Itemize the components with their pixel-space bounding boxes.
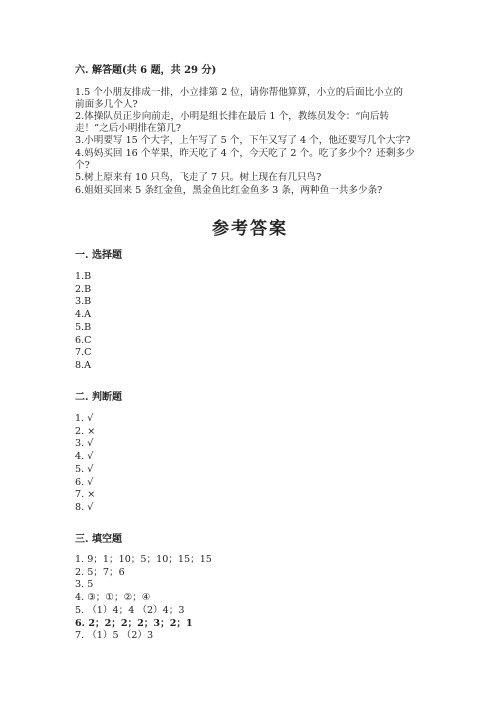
answer-item: 4. ③；①；②；④ [75,592,151,604]
answer-item: 5.B [75,321,92,333]
answer-item: 5. （1）4；4 （2）4；3 [75,604,185,616]
problem-line: 4.妈妈买回 16 个苹果，昨天吃了 4 个，今天吃了 2 个。吃了多少个？还剩多少 [75,148,415,159]
answer-key-title: 参考答案 [212,219,288,239]
problem-line: 前面多几个人? [75,99,138,110]
problem-line: 2.体操队员正步向前走，小明是组长排在最后 1 个，教练员发令：“向后转 [75,111,390,122]
answer-item: 3. √ [75,438,94,450]
answer-item: 1. √ [75,413,94,424]
problem-line: 5.树上原来有 10 只鸟，飞走了 7 只。树上现在有几只鸟? [75,172,322,183]
answer-item: 7. （1）5 （2）3 [75,630,154,642]
answer-item: 2. × [75,425,96,437]
answer-item: 2.B [75,283,92,295]
answer-item: 6. √ [75,476,94,488]
answer-item: 4. √ [75,451,94,463]
problem-line: 6.姐姐买回来 5 条红金鱼，黑金鱼比红金鱼多 3 条，两种鱼一共多少条? [75,185,383,196]
section-6-heading: 六. 解答题(共 6 题，共 29 分) [75,65,217,76]
problem-line: 走！”之后小明排在第几? [75,123,181,134]
fill-answers [75,554,212,643]
answer-item: 1. 9；1；10；5；10；15；15 [75,554,212,565]
answer-item: 7.C [75,347,92,359]
choice-answers [75,271,92,373]
fill-heading: 三. 填空题 [75,534,122,545]
problem-line: 个? [75,160,90,171]
problem-line: 1.5 个小朋友排成一排，小立排第 2 位，请你帮他算算，小立的后面比小立的 [75,87,403,98]
choice-heading: 一. 选择题 [75,250,122,261]
judge-heading: 二. 判断题 [75,392,122,403]
judge-answers [75,413,95,515]
answer-item: 5. √ [75,463,94,475]
answer-item: 4.A [75,309,92,321]
answer-item: 1.B [75,271,92,282]
answer-item: 7. × [75,489,96,501]
answer-item: 3. 5 [75,579,94,591]
answer-item: 6.C [75,334,92,346]
answer-item: 8.A [75,359,92,371]
answer-item: 8. √ [75,501,94,513]
answer-item: 2. 5；7；6 [75,566,125,578]
answer-item: 3.B [75,296,92,308]
answer-item: 6. 2；2；2；2；3；2；1 [75,617,193,629]
problem-line: 3.小明要写 15 个大字，上午写了 5 个，下午又写了 4 个，他还要写几个大字? [75,135,411,146]
